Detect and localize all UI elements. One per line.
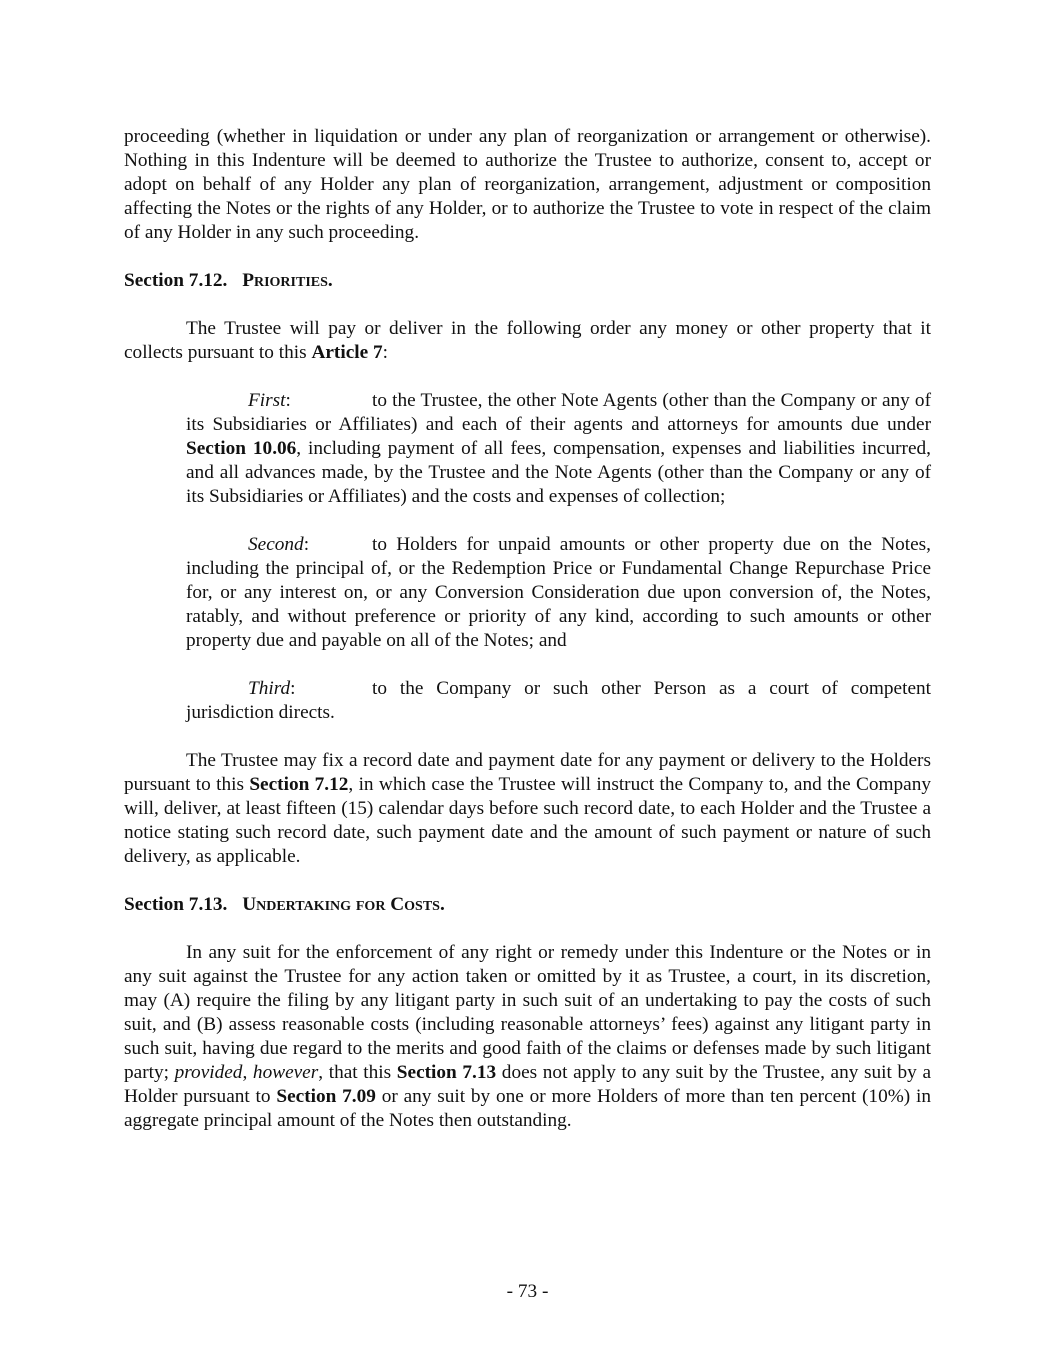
- priority-label: Second:: [248, 534, 310, 555]
- priorities-lead-paragraph: The Trustee will pay or deliver in the following order any money or other property that it collects pursuant to this Article 7:: [124, 318, 931, 363]
- section-reference: Section 7.12: [249, 774, 349, 795]
- priority-third: Third: to the Company or such other Person as a court of competent jurisdiction directs.: [186, 678, 931, 723]
- section-reference: Section 7.09: [276, 1086, 376, 1107]
- document-page: [124, 125, 931, 1157]
- priority-label: First:: [248, 390, 291, 411]
- priority-second: Second: to Holders for unpaid amounts or other property due on the Notes, including the principal of, or the Redemption Price or Fundamental Change Repurchase Price for, or any interest on, or any Conversion Consideration due upon conversion of, the Notes, ratably, and without preference or priority of any kind, according to such amounts or other property due and payable on all of the Notes; and: [186, 534, 931, 651]
- section-7-13-heading: [124, 893, 931, 917]
- section-reference: Section 10.06: [186, 438, 297, 459]
- priority-first: First: to the Trustee, the other Note Agents (other than the Company or any of its Subsidiaries or Affiliates) and each of their agents and attorneys for amounts due under Section 10.06, including payment of all fees, compensation, expenses and liabilities incurred, and all advances made, by the Trustee and the Note Agents (other than the Company or any of its Subsidiaries or Affiliates) and the costs and expenses of collection;: [186, 390, 931, 507]
- section-number: Section 7.13.: [124, 894, 228, 915]
- priority-label: Third:: [248, 678, 296, 699]
- section-number: Section 7.12.: [124, 270, 228, 291]
- section-reference: Section 7.13: [396, 1062, 497, 1083]
- section-title: Undertaking for Costs.: [242, 894, 445, 915]
- undertaking-paragraph: In any suit for the enforcement of any right or remedy under this Indenture or the Notes or in any suit against the Trustee for any action taken or omitted by it as Trustee, a court, in its discretion, may (A) require the filing by any litigant party in such suit of an undertaking to pay the costs of such suit, and (B) assess reasonable costs (including reasonable attorneys’ fees) against any litigant party in such suit, having due regard to the merits and good faith of the claims or defenses made by such litigant party; provided, however, that this Section 7.13 does not apply to any suit by the Trustee, any suit by a Holder pursuant to Section 7.09 or any suit by one or more Holders of more than ten percent (10%) in aggregate principal amount of the Notes then outstanding.: [124, 942, 932, 1131]
- intro-paragraph: proceeding (whether in liquidation or under any plan of reorganization or arrangement or otherwise). Nothing in this Indenture will be deemed to authorize the Trustee to authorize, consent to, accept or adopt on behalf of any Holder any plan of reorganization, arrangement, adjustment or composition affecting the Notes or the rights of any Holder, or to authorize the Trustee to vote in respect of the claim of any Holder in any such proceeding.: [124, 126, 931, 243]
- section-title: Priorities.: [242, 270, 333, 291]
- record-date-paragraph: The Trustee may fix a record date and payment date for any payment or delivery to the Holders pursuant to this Section 7.12, in which case the Trustee will instruct the Company to, and the Company will, deliver, at least fifteen (15) calendar days before such record date, to each Holder and the Trustee a notice stating such record date, such payment date and the amount of such payment or nature of such delivery, as applicable.: [124, 750, 932, 867]
- page-number: - 73 -: [506, 1281, 549, 1302]
- article-reference: Article 7: [311, 342, 383, 363]
- section-7-12-heading: [124, 269, 931, 293]
